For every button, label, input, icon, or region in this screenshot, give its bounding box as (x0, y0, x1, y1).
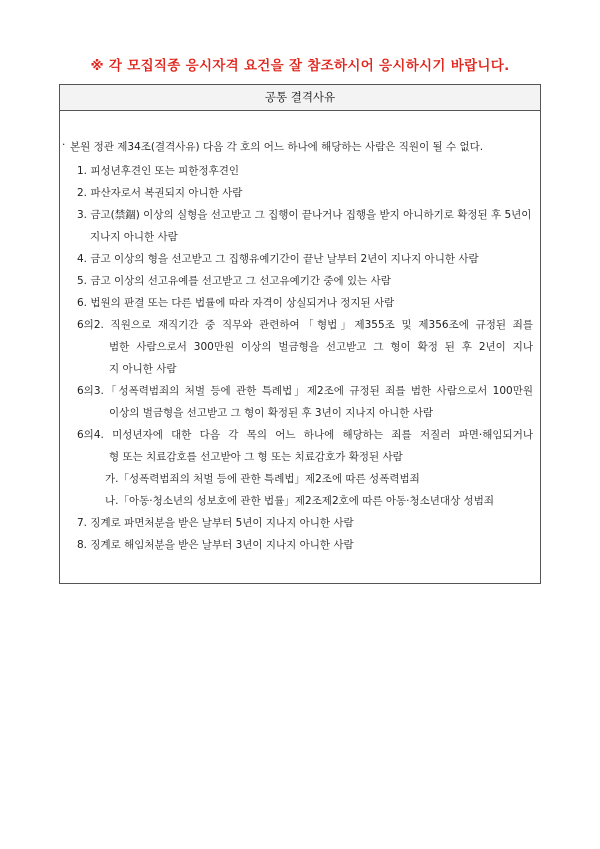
item-3-line-2: 지나지 아니한 사람 (90, 231, 178, 243)
item-2: 2. 파산자로서 복권되지 아니한 사람 (77, 187, 243, 199)
item-4: 4. 금고 이상의 형을 선고받고 그 집행유예기간이 끝난 날부터 2년이 지나지 아니한 사람 (77, 253, 479, 265)
intro-text: 본원 정관 제34조(결격사유) 다음 각 호의 어느 하나에 해당하는 사람은 직원이 될 수 없다. (70, 141, 484, 153)
item-6-4-line-2: 형 또는 치료감호를 선고받아 그 형 또는 치료감호가 확정된 사람 (109, 451, 403, 463)
item-1: 1. 피성년후견인 또는 피한정후견인 (77, 165, 240, 177)
item-6-4-sub-ga: 가.「성폭력범죄의 처벌 등에 관한 특례법」제2조에 따른 성폭력범죄 (105, 473, 420, 485)
item-6: 6. 법원의 판결 또는 다른 법률에 따라 자격이 상실되거나 정지된 사람 (77, 297, 395, 309)
item-5: 5. 금고 이상의 선고유예를 선고받고 그 선고유예기간 중에 있는 사람 (77, 275, 391, 287)
item-6-2-line-3: 지 아니한 사람 (109, 363, 177, 375)
section-title: 공통 결격사유 (60, 85, 540, 111)
item-6-2-line-1: 6의2. 직원으로 재직기간 중 직무와 관련하여「형법」제355조 및 제356조에 규정된 죄를 (77, 319, 533, 331)
item-3-line-1: 3. 금고(禁錮) 이상의 실형을 선고받고 그 집행이 끝나거나 집행을 받지 아니하기로 확정된 후 5년이 (77, 209, 532, 221)
notice-text: ※ 각 모집직종 응시자격 요건을 잘 참조하시어 응시하시기 바랍니다. (90, 58, 510, 74)
bullet-dot: · (62, 139, 66, 151)
item-6-3-line-2: 이상의 벌금형을 선고받고 그 형이 확정된 후 3년이 지나지 아니한 사람 (109, 407, 434, 419)
item-7: 7. 징계로 파면처분을 받은 날부터 5년이 지나지 아니한 사람 (77, 517, 354, 529)
item-6-4-sub-na: 나.「아동·청소년의 성보호에 관한 법률」제2조제2호에 따른 아동·청소년대상 성범죄 (105, 495, 494, 507)
item-8: 8. 징계로 해임처분을 받은 날부터 3년이 지나지 아니한 사람 (77, 539, 354, 551)
item-6-2-line-2: 범한 사람으로서 300만원 이상의 벌금형을 선고받고 그 형이 확정 된 후 2년이 지나 (109, 341, 533, 353)
disqualification-box (59, 84, 541, 584)
item-6-4-line-1: 6의4. 미성년자에 대한 다음 각 목의 어느 하나에 해당하는 죄를 저질러 파면·해임되거나 (77, 429, 533, 441)
item-6-3-line-1: 6의3.「성폭력범죄의 처벌 등에 관한 특례법」제2조에 규정된 죄를 범한 사람으로서 100만원 (77, 385, 533, 397)
